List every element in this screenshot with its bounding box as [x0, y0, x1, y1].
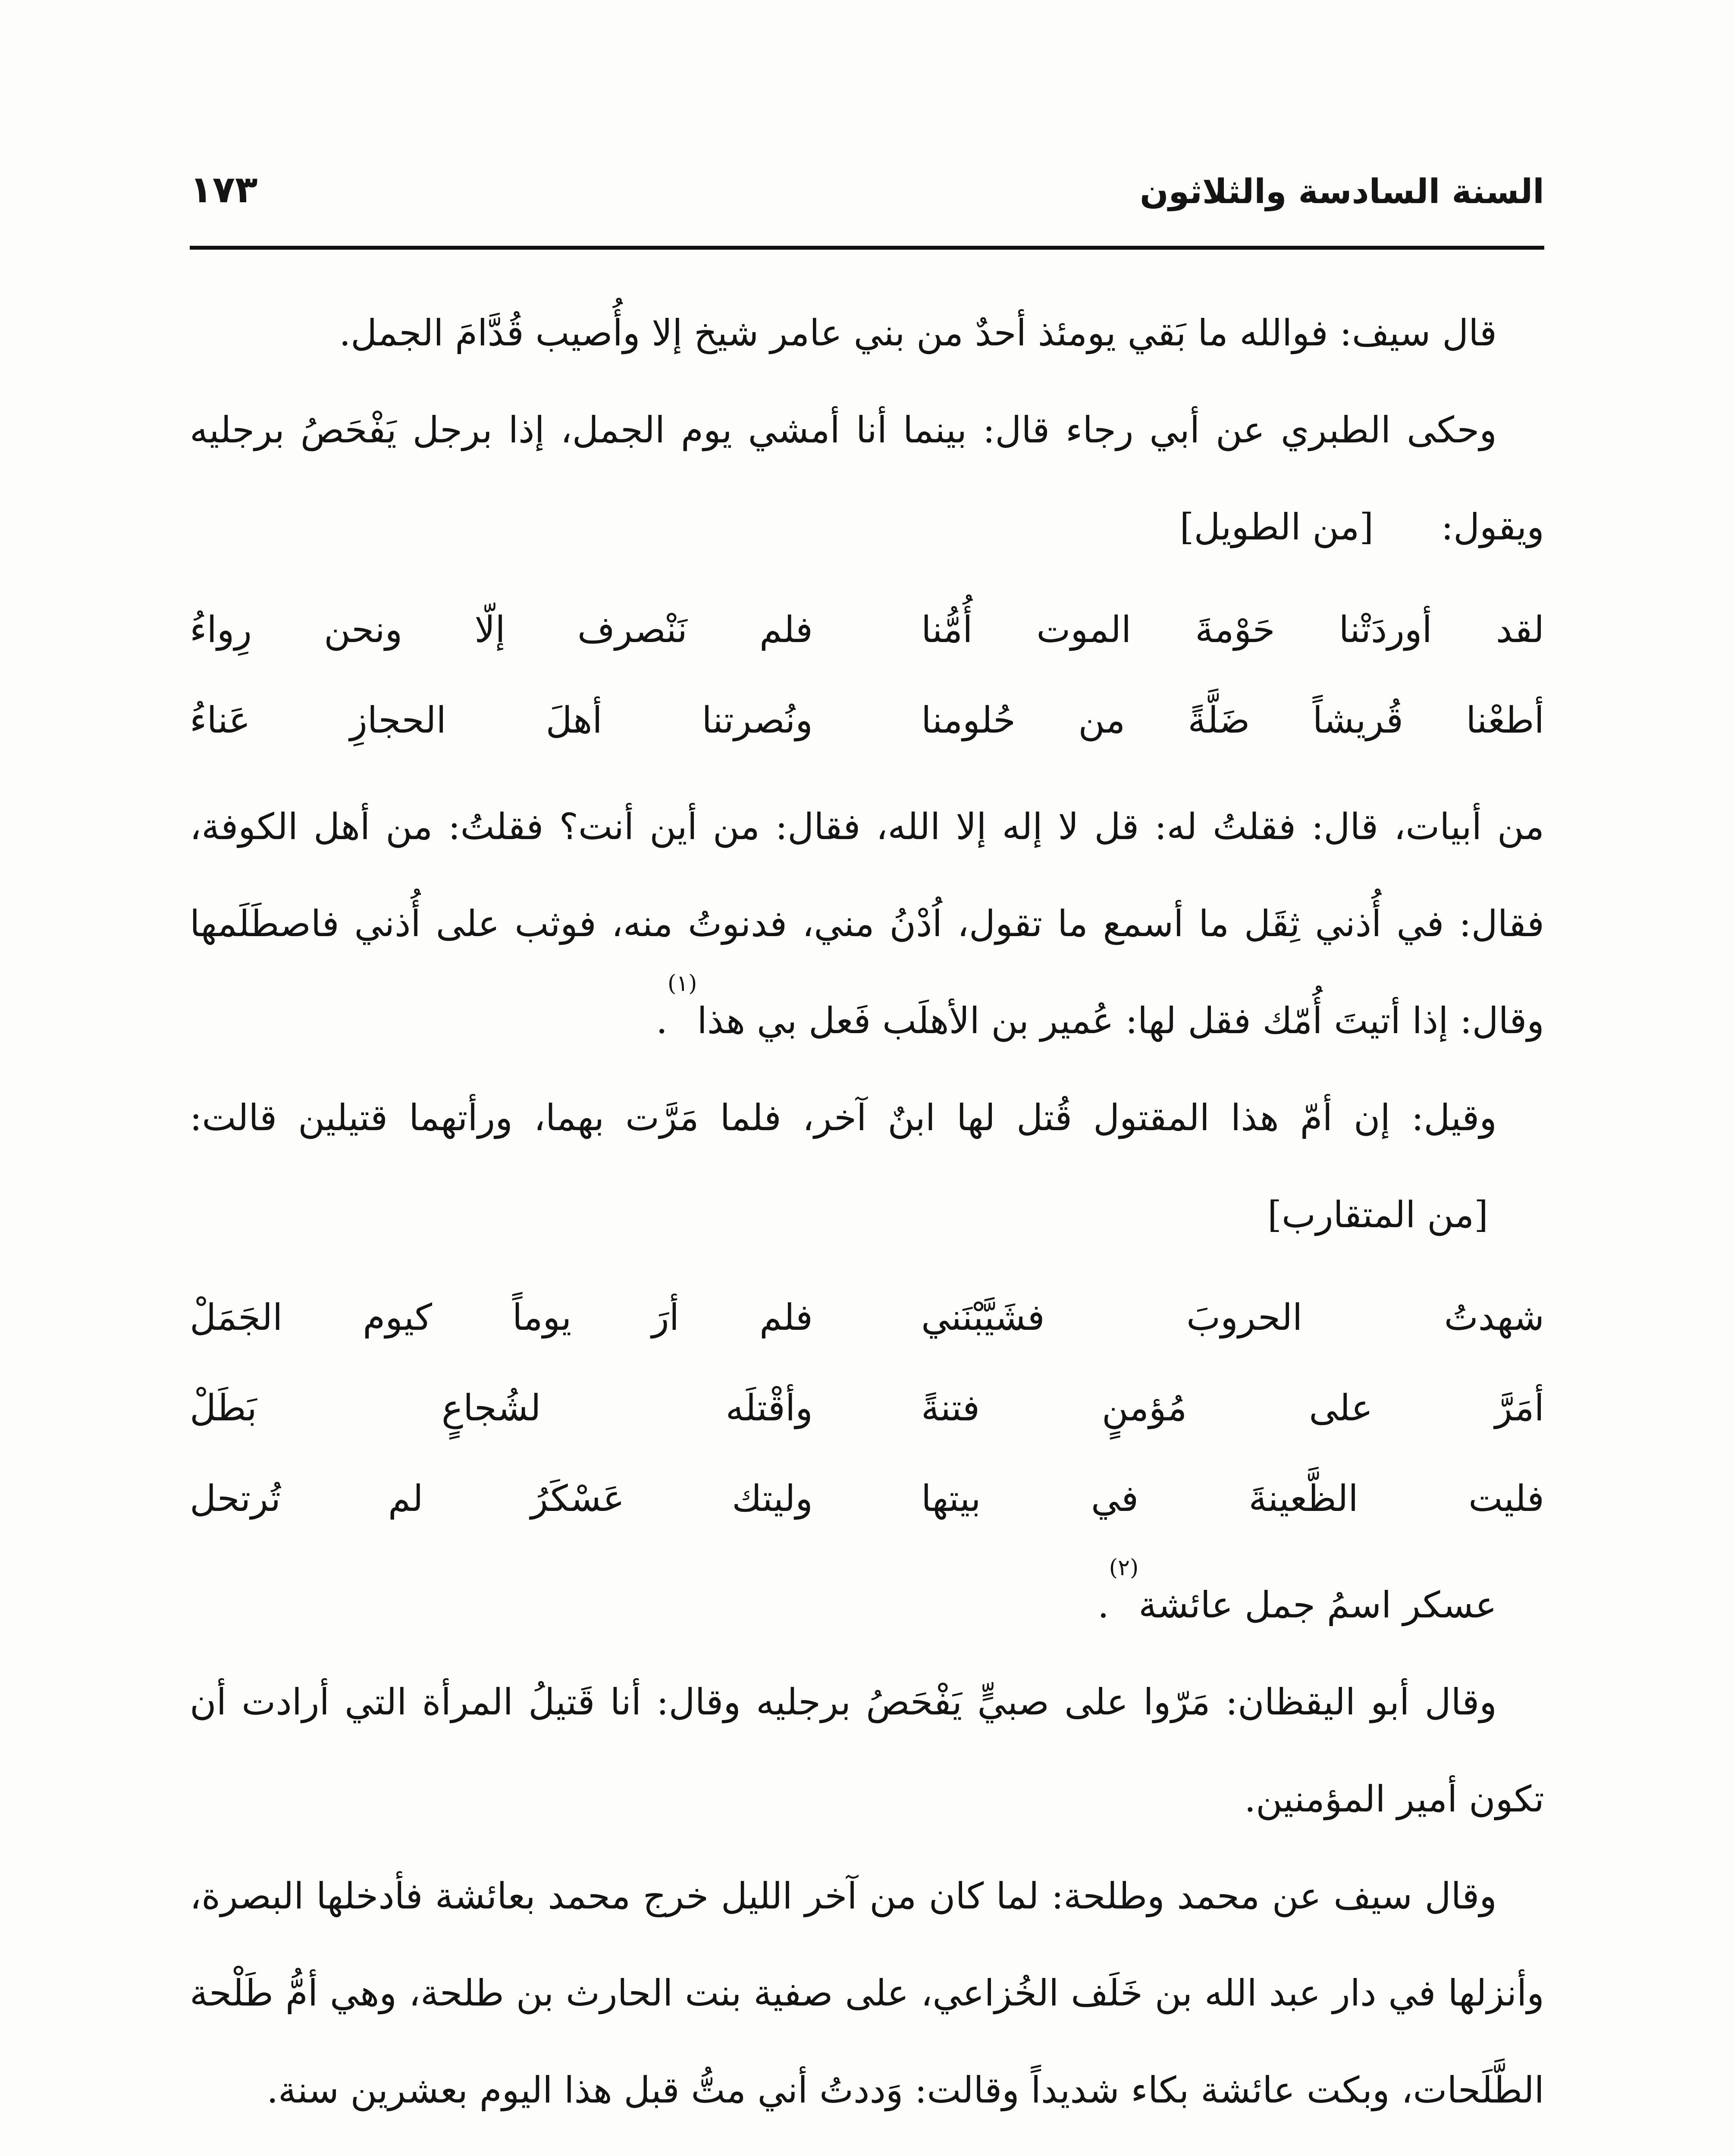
meter-label-tawil: [من الطويل] [1179, 506, 1374, 548]
paragraph-1: قال سيف: فوالله ما بَقي يومئذ أحدٌ من بني عامر شيخ إلا وأُصيب قُدَّامَ الجمل. [339, 312, 1497, 354]
paragraph-7: وقال سيف عن محمد وطلحة: لما كان من آخر الليل خرج محمد بعائشة فأدخلها البصرة، وأنزلها في دار عبد الله بن خَلَف الخُزاعي، على صفية بنت الحارث بن طلحة، وهي أمُّ طَلْحة الطَّلَحات، وبكت عائشة بكاء شديداً وقالت: وَددتُ أني متُّ قبل هذا اليوم بعشرين سنة. [190, 1875, 1544, 2111]
verse-second-hemistich: ونُصرتنا أهلَ الحجازِ عَناءُ [190, 699, 813, 741]
verse-second-hemistich: وليتك عَسْكَرُ لم تُرتحل [190, 1477, 813, 1520]
verse-first-hemistich: شهدتُ الحروبَ فشَيَّبْنَني [921, 1296, 1544, 1338]
verse-first-hemistich: لقد أوردَتْنا حَوْمةَ الموت أُمُّنا [921, 608, 1544, 651]
verse-line [190, 675, 1544, 765]
header-rule [190, 246, 1544, 250]
paragraph-5-text: عسكر اسمُ جمل عائشة [1138, 1584, 1497, 1626]
footnote-ref-2[interactable]: (٢) [1109, 1555, 1139, 1581]
verse-first-hemistich: أمَرَّ على مُؤمنٍ فتنةً [921, 1387, 1544, 1429]
running-title: السنة السادسة والثلاثون [1140, 172, 1544, 211]
verse-line [190, 584, 1544, 675]
verse-line [190, 1363, 1544, 1453]
verse-first-hemistich: فليت الظَّعينةَ في بيتها [921, 1477, 1544, 1520]
paragraph-3-text: من أبيات، قال: فقلتُ له: قل لا إله إلا الله، فقال: من أين أنت؟ فقلتُ: من أهل الكوفة، فقال: في أُذني ثِقَل ما أسمع ما تقول، اُدْنُ مني، فدنوتُ منه، فوثب على أُذني فاصطَلَمها وقال: إذا أتيتَ أُمّك فقل لها: عُمير بن الأهلَب فَعل بي هذا [190, 805, 1545, 1042]
meter-label-mutaqarib: [من المتقارب] [1267, 1194, 1488, 1236]
paragraph-2 [190, 382, 1544, 576]
poem-2 [190, 1272, 1544, 1544]
paragraph-3 [190, 778, 1544, 1069]
verse-first-hemistich: أطعْنا قُريشاً ضَلَّةً من حُلومنا [921, 699, 1544, 741]
paragraph-8 [190, 2139, 1544, 2156]
paragraph-3-end: . [656, 1000, 668, 1042]
verse-second-hemistich: فلم نَنْصرف إلّا ونحن رِواءُ [190, 608, 813, 651]
paragraph-2-text: وحكى الطبري عن أبي رجاء قال: بينما أنا أمشي يوم الجمل، إذا برجل يَفْحَصُ برجليه ويقول: [190, 409, 1544, 548]
paragraph-4-text: وقيل: إن أمّ هذا المقتول قُتل لها ابنٌ آخر، فلما مَرَّت بهما، ورأتهما قتيلين قالت: [190, 1097, 1497, 1139]
paragraph-5 [190, 1557, 1544, 1654]
page-number: ١٧٣ [190, 168, 258, 211]
paragraph-4 [190, 1069, 1544, 1263]
paragraph-6: وقال أبو اليقظان: مَرّوا على صبيٍّ يَفْحَصُ برجليه وقال: أنا قَتيلُ المرأة التي أرادت أن تكون أمير المؤمنين. [190, 1681, 1544, 1820]
verse-line [190, 1453, 1544, 1544]
verse-second-hemistich: وأقْتلَه لشُجاعٍ بَطَلْ [190, 1387, 813, 1429]
page-header [190, 155, 1544, 241]
verse-line [190, 1272, 1544, 1363]
footnote-ref-1[interactable]: (١) [667, 971, 697, 997]
poem-1 [190, 584, 1544, 765]
verse-second-hemistich: فلم أرَ يوماً كيوم الجَمَلْ [190, 1296, 813, 1338]
paragraph-5-end: . [1097, 1584, 1109, 1626]
main-text [190, 285, 1544, 2156]
